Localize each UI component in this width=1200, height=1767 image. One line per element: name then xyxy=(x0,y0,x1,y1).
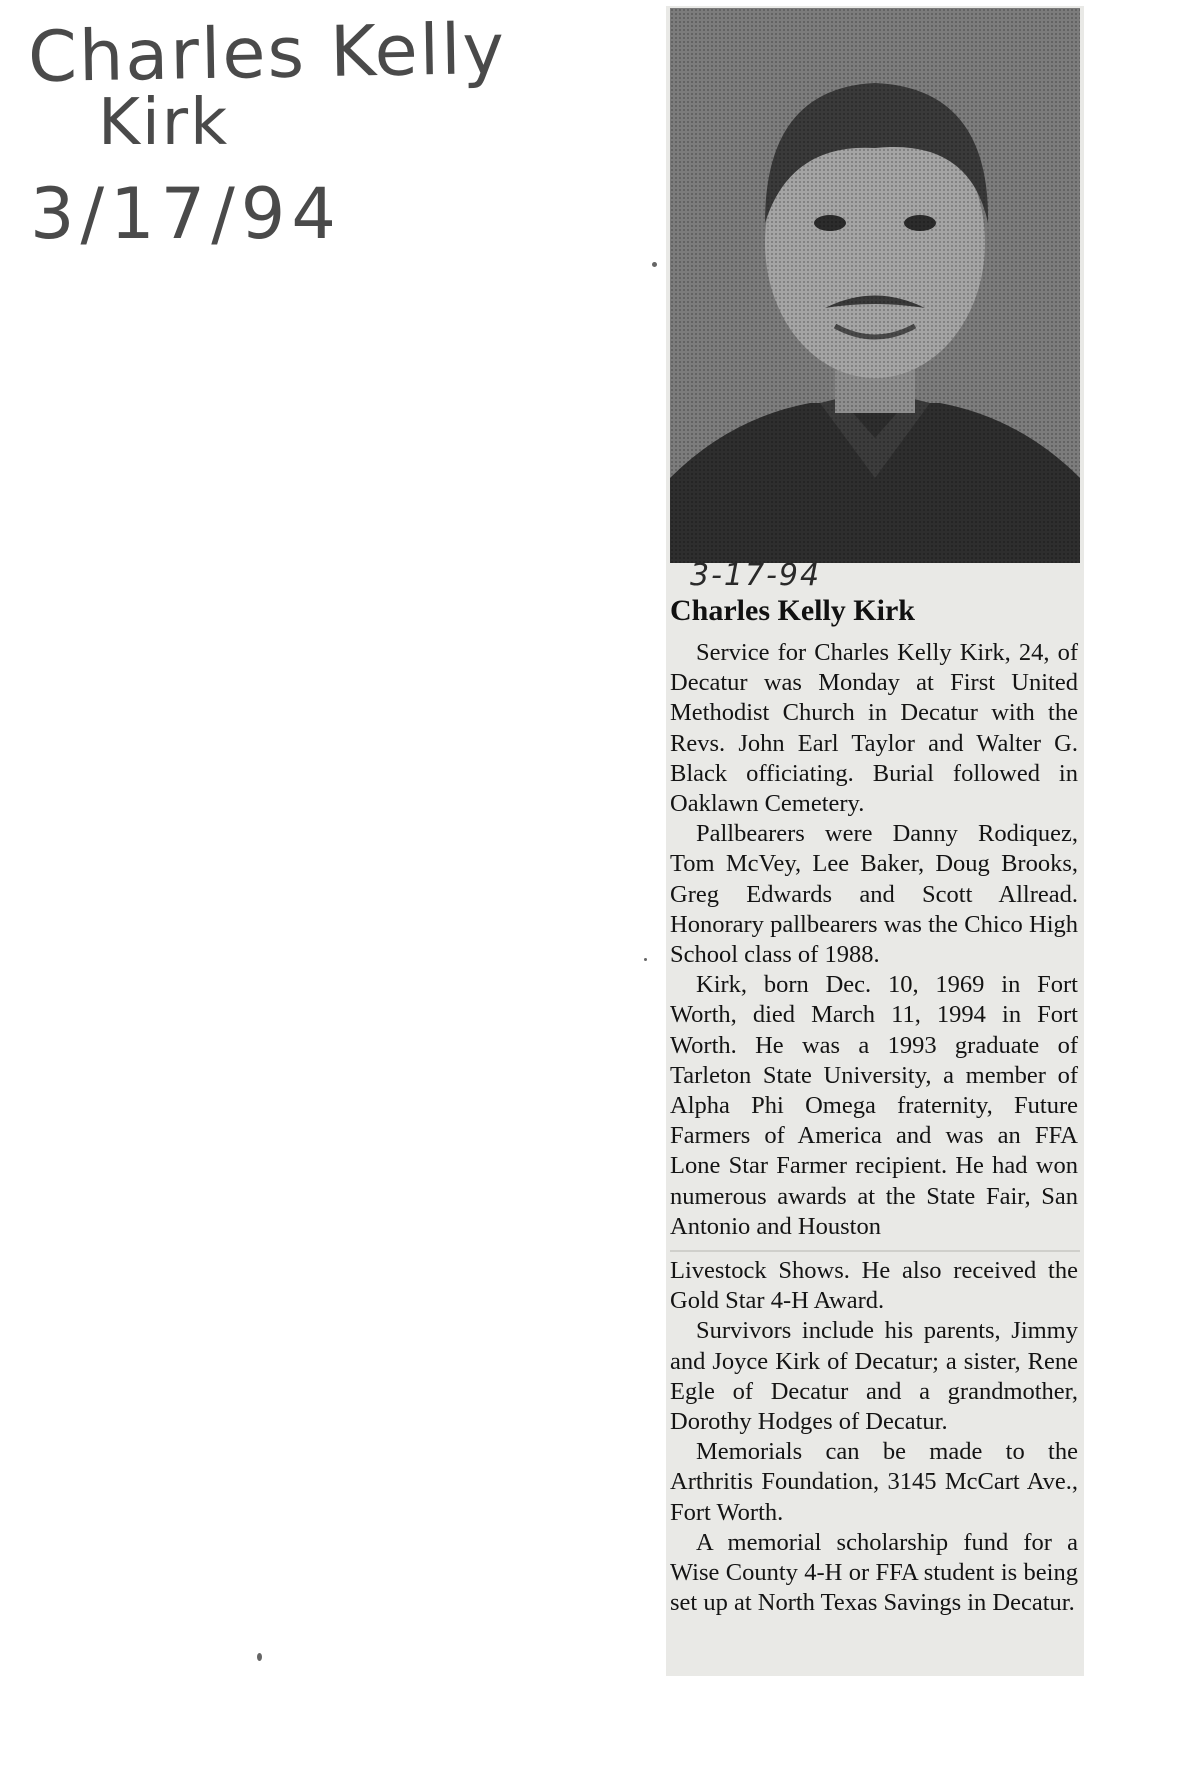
portrait-photo xyxy=(670,8,1080,563)
portrait-illustration xyxy=(670,8,1080,563)
scan-speck xyxy=(257,1653,262,1661)
handwritten-date: 3/17/94 xyxy=(30,173,342,256)
obituary-headline: Charles Kelly Kirk xyxy=(670,594,915,627)
obituary-clipping xyxy=(666,6,1084,1676)
scan-speck xyxy=(644,958,647,961)
obituary-body-part1 xyxy=(670,638,1078,1242)
paragraph-scholarship: A memorial scholarship fund for a Wise County 4-H or FFA student is being set up at North Texas Savings in Decatur. xyxy=(670,1528,1078,1617)
paragraph-biography: Kirk, born Dec. 10, 1969 in Fort Worth, died March 11, 1994 in Fort Worth. He was a 1993 graduate of Tarleton State University, a member of Alpha Phi Omega fraternity, Future Farmers of America and was an FFA Lone Star Farmer recipient. He had won numerous awards at the State Fair, San Antonio and Houston xyxy=(670,971,1078,1240)
paragraph-survivors: Survivors include his parents, Jimmy and Joyce Kirk of Decatur; a sister, Rene Egle of Decatur and a grandmother, Dorothy Hodges of Decatur. xyxy=(670,1317,1078,1436)
handwritten-name-line2: Kirk xyxy=(98,86,230,160)
obituary-body-part2 xyxy=(670,1256,1078,1618)
paragraph-pallbearers: Pallbearers were Danny Rodiquez, Tom McVey, Lee Baker, Doug Brooks, Greg Edwards and Scott Allread. Honorary pallbearers was the Chico High School class of 1988. xyxy=(670,820,1078,969)
paragraph-service: Service for Charles Kelly Kirk, 24, of Decatur was Monday at First United Methodist Church in Decatur with the Revs. John Earl Taylor and Walter G. Black officiating. Burial followed in Oaklawn Cemetery. xyxy=(670,639,1078,818)
scan-speck xyxy=(652,262,657,267)
paragraph-memorials: Memorials can be made to the Arthritis Foundation, 3145 McCart Ave., Fort Worth. xyxy=(670,1438,1078,1526)
paragraph-biography-continued: Livestock Shows. He also received the Gold Star 4-H Award. xyxy=(670,1257,1078,1315)
clipping-seam xyxy=(670,1250,1080,1252)
handwritten-name-line1: Charles Kelly xyxy=(27,7,507,99)
clipping-handwritten-date: 3-17-94 xyxy=(690,558,822,593)
handwritten-note xyxy=(27,7,507,270)
